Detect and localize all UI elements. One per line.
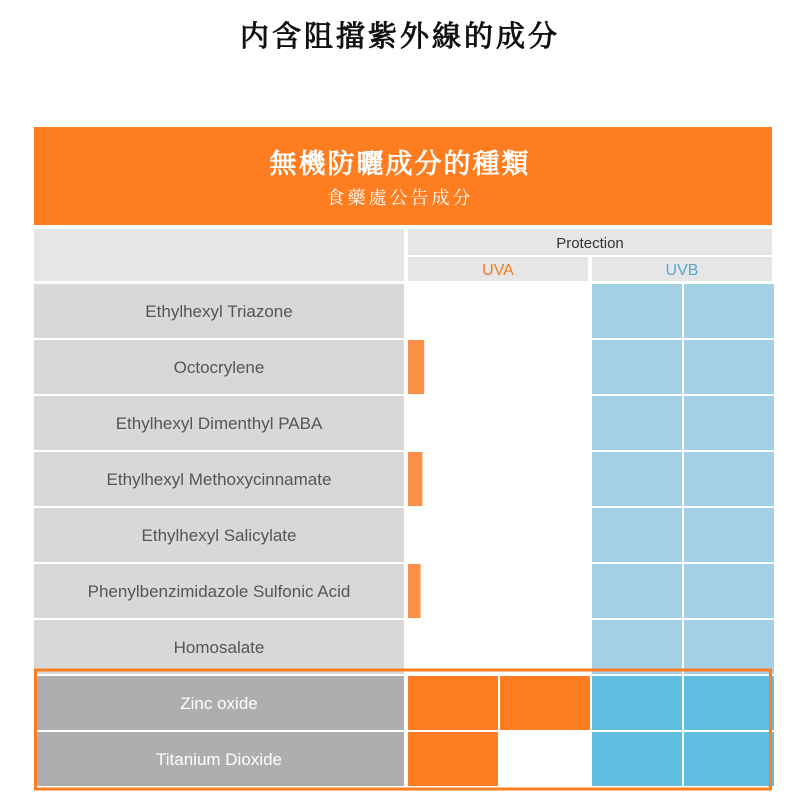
row-zinc-oxide-uva-bar-2	[500, 676, 590, 730]
row-ethylhexyl-triazone-label: Ethylhexyl Triazone	[145, 302, 293, 321]
row-ethylhexyl-salicylate-uvb-bar-1	[592, 508, 682, 562]
row-zinc-oxide-uva-bar-1	[408, 676, 498, 730]
row-ethylhexyl-dimenthyl-paba-uvb-bar-1	[592, 396, 682, 450]
chart-title: 無機防曬成分的種類	[269, 149, 531, 180]
row-homosalate-label: Homosalate	[173, 638, 265, 657]
row-ethylhexyl-methoxycinnamate-label: Ethylhexyl Methoxycinnamate	[106, 470, 332, 489]
row-octocrylene-uvb-bar-2	[684, 340, 774, 394]
row-ethylhexyl-dimenthyl-paba-label: Ethylhexyl Dimenthyl PABA	[115, 414, 323, 433]
row-ethylhexyl-salicylate-uvb-bar-2	[684, 508, 774, 562]
row-ethylhexyl-salicylate-label: Ethylhexyl Salicylate	[141, 526, 297, 545]
chart-subtitle: 食藥處公告成分	[326, 188, 474, 209]
row-ethylhexyl-methoxycinnamate-uva-bar-1	[408, 452, 422, 506]
row-phenylbenzimidazole-sulfonic-acid-uvb-bar-2	[684, 564, 774, 618]
row-ethylhexyl-methoxycinnamate-uvb-bar-1	[592, 452, 682, 506]
row-phenylbenzimidazole-sulfonic-acid-uvb-bar-1	[592, 564, 682, 618]
protection-label: Protection	[556, 235, 624, 252]
page-title: 内含阻擋紫外線的成分	[239, 19, 560, 53]
row-zinc-oxide-uvb-bar-2	[684, 676, 774, 730]
row-octocrylene-uvb-bar-1	[592, 340, 682, 394]
header-blank-cell	[34, 229, 404, 281]
row-titanium-dioxide-uvb-bar-1	[592, 732, 682, 786]
row-zinc-oxide-uvb-bar-1	[592, 676, 682, 730]
row-phenylbenzimidazole-sulfonic-acid-label: Phenylbenzimidazole Sulfonic Acid	[87, 582, 351, 601]
column-group-label-uva: UVA	[482, 262, 514, 279]
column-group-label-uvb: UVB	[665, 262, 699, 279]
row-zinc-oxide-label: Zinc oxide	[180, 694, 258, 713]
row-titanium-dioxide-label: Titanium Dioxide	[156, 750, 282, 769]
row-octocrylene-uva-bar-1	[408, 340, 424, 394]
row-phenylbenzimidazole-sulfonic-acid-uva-bar-1	[408, 564, 421, 618]
row-titanium-dioxide-uvb-bar-2	[684, 732, 774, 786]
row-homosalate-uvb-bar-1	[592, 620, 682, 674]
row-ethylhexyl-dimenthyl-paba-uvb-bar-2	[684, 396, 774, 450]
row-ethylhexyl-methoxycinnamate-uvb-bar-2	[684, 452, 774, 506]
row-ethylhexyl-triazone-uvb-bar-1	[592, 284, 682, 338]
row-titanium-dioxide-uva-bar-1	[408, 732, 498, 786]
row-octocrylene-label: Octocrylene	[173, 358, 265, 377]
row-homosalate-uvb-bar-2	[684, 620, 774, 674]
row-ethylhexyl-triazone-uvb-bar-2	[684, 284, 774, 338]
